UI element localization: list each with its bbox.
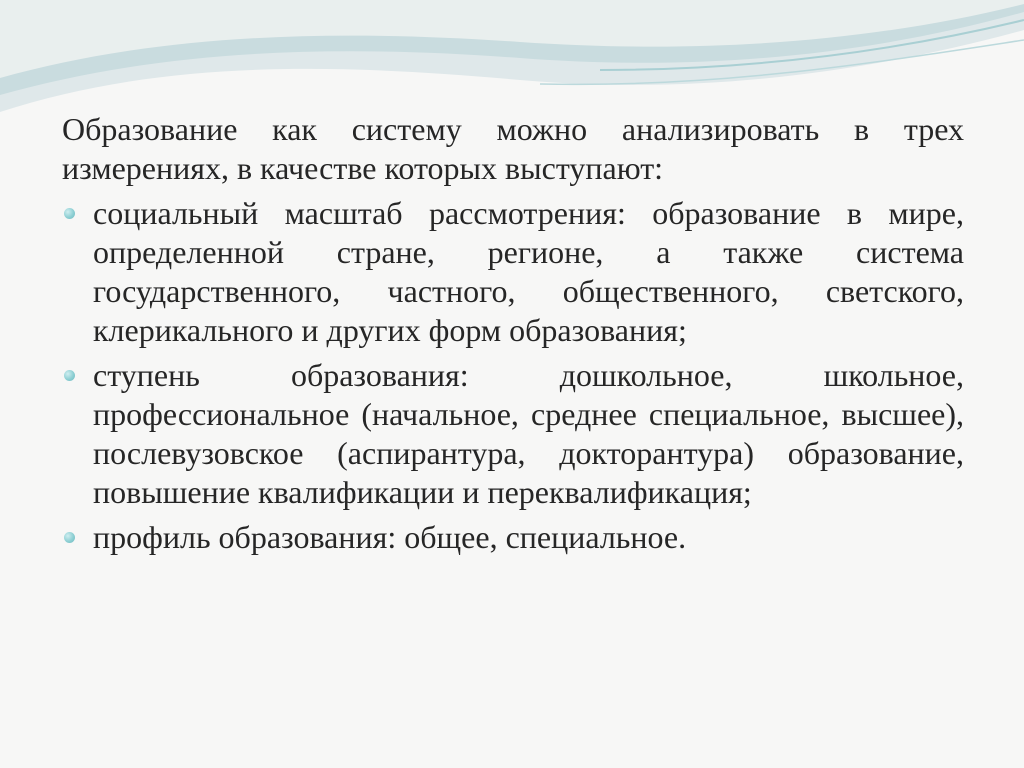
- bullet-list: [62, 194, 964, 557]
- bullet-text: ступень образования: дошкольное, школьное, профессиональное (начальное, среднее специальное, высшее), послевузовское (аспирантура, докторантура) образование, повышение квалификации и переквалификация;: [93, 357, 964, 510]
- bullet-text: профиль образования: общее, специальное.: [93, 519, 687, 555]
- intro-text: Образование как систему можно анализировать в трех измерениях, в качестве которых выступают:: [62, 111, 964, 186]
- bullet-item-education-level: [62, 356, 964, 512]
- bullet-dot-icon: [64, 208, 75, 219]
- bullet-dot-icon: [64, 532, 75, 543]
- slide-body: [62, 110, 964, 563]
- bullet-item-education-profile: [62, 518, 964, 557]
- bullet-item-social-scale: [62, 194, 964, 350]
- bullet-dot-icon: [64, 370, 75, 381]
- bullet-text: социальный масштаб рассмотрения: образование в мире, определенной стране, регионе, а также система государственного, частного, общественного, светского, клерикального и других форм образования;: [93, 195, 964, 348]
- intro-paragraph: [62, 110, 964, 188]
